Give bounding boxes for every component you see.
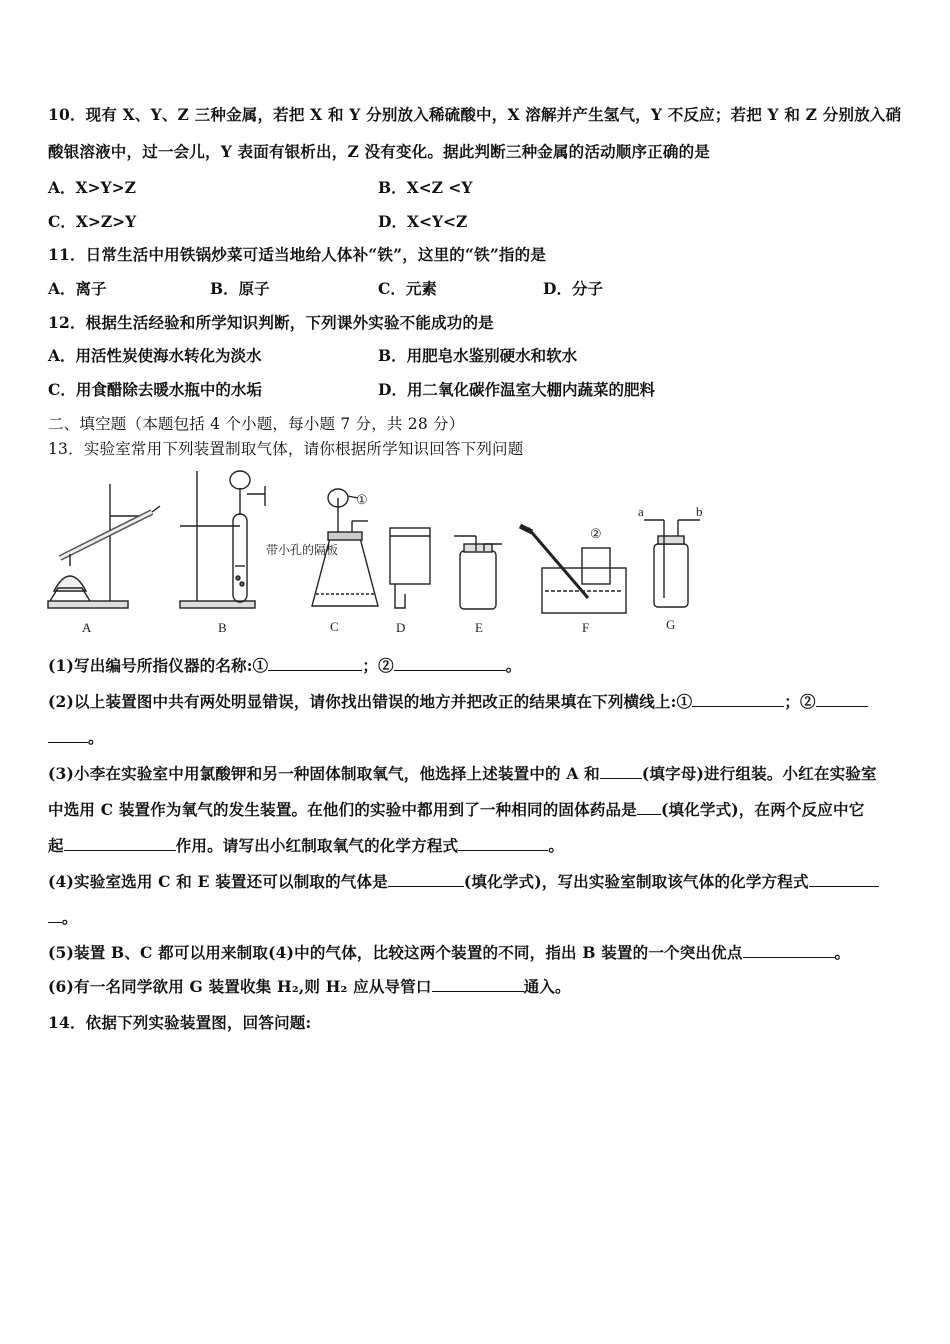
label-c: C <box>330 619 339 634</box>
q13-part4-end: 。 <box>62 908 78 927</box>
q14-stem: 14．依据下列实验装置图，回答问题: <box>48 1013 312 1032</box>
q13-part1-sep: ；② <box>362 656 394 675</box>
answer-blank-3a[interactable] <box>600 764 642 779</box>
answer-blank-3d[interactable] <box>458 836 548 851</box>
q11-option-d: D．分子 <box>543 279 603 298</box>
q13-part2-prompt: (2)以上装置图中共有两处明显错误，请你找出错误的地方并把改正的结果填在下列横线上:① <box>48 692 693 711</box>
apparatus-f <box>520 526 626 613</box>
q12-option-a: A．用活性炭使海水转化为淡水 <box>48 346 262 365</box>
q10-stem-line2: 酸银溶液中，过一会儿，Y 表面有银析出，Z 没有变化。据此判断三种金属的活动顺序正确的是 <box>48 142 710 161</box>
q10-stem-line1: 10．现有 X、Y、Z 三种金属，若把 X 和 Y 分别放入稀硫酸中，X 溶解并产生氢气，Y 不反应；若把 Y 和 Z 分别放入硝 <box>48 105 902 124</box>
apparatus-figure <box>40 466 703 641</box>
q10-option-a: A．X>Y>Z <box>48 178 136 197</box>
q13-part3-mid3: 作用。请写出小红制取氧气的化学方程式 <box>175 836 459 855</box>
q11-option-c: C．元素 <box>378 279 437 298</box>
marker-circle-1: ① <box>356 492 368 507</box>
answer-blank-3c[interactable] <box>64 836 176 851</box>
apparatus-a <box>48 484 160 608</box>
q13-part6-end: 通入。 <box>523 977 571 996</box>
q11-option-a: A．离子 <box>48 279 107 298</box>
q13-part4-cont <box>48 906 78 928</box>
answer-blank-4a[interactable] <box>388 872 464 887</box>
answer-blank-4b-cont[interactable] <box>48 908 62 923</box>
label-b: B <box>218 620 227 635</box>
q13-part3-line1 <box>48 762 877 784</box>
q10-option-b: B．X<Z <Y <box>378 178 473 197</box>
marker-circle-2: ② <box>590 526 602 541</box>
answer-blank-4b[interactable] <box>809 872 879 887</box>
q13-part2-end: 。 <box>88 728 104 747</box>
q13-part2-sep: ；② <box>784 692 816 711</box>
q13-part4-prompt: (4)实验室选用 C 和 E 装置还可以制取的气体是 <box>48 872 388 891</box>
answer-blank-3b[interactable] <box>637 800 661 815</box>
answer-blank-1b[interactable] <box>394 656 506 671</box>
q13-part3-prompt: (3)小李在实验室中用氯酸钾和另一种固体制取氧气，他选择上述装置中的 A 和 <box>48 764 600 783</box>
apparatus-d <box>390 528 430 608</box>
label-a: A <box>82 620 92 635</box>
q13-part2-cont <box>48 726 104 748</box>
q13-part3-end: 。 <box>548 836 565 855</box>
q13-part5-prompt: (5)装置 B、C 都可以用来制取(4)中的气体，比较这两个装置的不同，指出 B 装置的一个突出优点 <box>48 943 743 962</box>
answer-blank-6[interactable] <box>432 977 524 992</box>
answer-blank-2b[interactable] <box>816 692 868 707</box>
answer-blank-5[interactable] <box>743 943 835 958</box>
q13-part1-end: 。 <box>505 656 522 675</box>
q13-part3-line2 <box>48 798 864 820</box>
label-g: G <box>666 617 676 632</box>
q11-stem: 11．日常生活中用铁锅炒菜可适当地给人体补“铁”，这里的“铁”指的是 <box>48 245 547 264</box>
q13-part1-prompt: (1)写出编号所指仪器的名称:① <box>48 656 269 675</box>
q13-part3-prompt3: 起 <box>48 836 64 855</box>
q13-part4 <box>48 870 879 892</box>
q10-option-d: D．X<Y<Z <box>378 212 468 231</box>
q12-option-d: D．用二氧化碳作温室大棚内蔬菜的肥料 <box>378 380 655 399</box>
q13-part3-mid: (填字母)进行组装。小红在实验室 <box>641 764 877 783</box>
answer-blank-2a[interactable] <box>692 692 784 707</box>
q13-part2 <box>48 690 868 712</box>
q12-option-b: B．用肥皂水鉴别硬水和软水 <box>378 346 578 365</box>
label-d: D <box>396 620 406 635</box>
port-b-label: b <box>696 504 703 519</box>
apparatus-g <box>644 520 700 607</box>
q13-part4-mid: (填化学式)，写出实验室制取该气体的化学方程式 <box>463 872 809 891</box>
apparatus-b <box>180 471 265 608</box>
q13-part6 <box>48 975 571 997</box>
q11-option-b: B．原子 <box>210 279 270 298</box>
q12-option-c: C．用食醋除去暖水瓶中的水垢 <box>48 380 262 399</box>
q13-part3-line3 <box>48 834 564 856</box>
q13-part3-mid2: (填化学式)，在两个反应中它 <box>660 800 865 819</box>
answer-blank-2b-cont[interactable] <box>48 728 88 743</box>
q13-stem: 13．实验室常用下列装置制取气体，请你根据所学知识回答下列问题 <box>48 440 524 458</box>
q13-part1 <box>48 654 521 676</box>
port-a-label: a <box>638 504 644 519</box>
answer-blank-1a[interactable] <box>268 656 362 671</box>
q13-part5-end: 。 <box>834 943 851 962</box>
q13-part6-prompt: (6)有一名同学欲用 G 装置收集 H₂,则 H₂ 应从导管口 <box>48 977 432 996</box>
q13-part3-prompt2: 中选用 C 装置作为氧气的发生装置。在他们的实验中都用到了一种相同的固体药品是 <box>48 800 637 819</box>
apparatus-e <box>454 536 502 609</box>
perforated-plate-note: 带小孔的隔板 <box>266 543 339 557</box>
q10-option-c: C．X>Z>Y <box>48 212 137 231</box>
section-heading: 二、填空题（本题包括 4 个小题，每小题 7 分，共 28 分） <box>48 415 465 433</box>
label-e: E <box>475 620 483 635</box>
q13-part5 <box>48 941 850 963</box>
label-f: F <box>582 620 590 635</box>
q12-stem: 12．根据生活经验和所学知识判断，下列课外实验不能成功的是 <box>48 313 494 332</box>
